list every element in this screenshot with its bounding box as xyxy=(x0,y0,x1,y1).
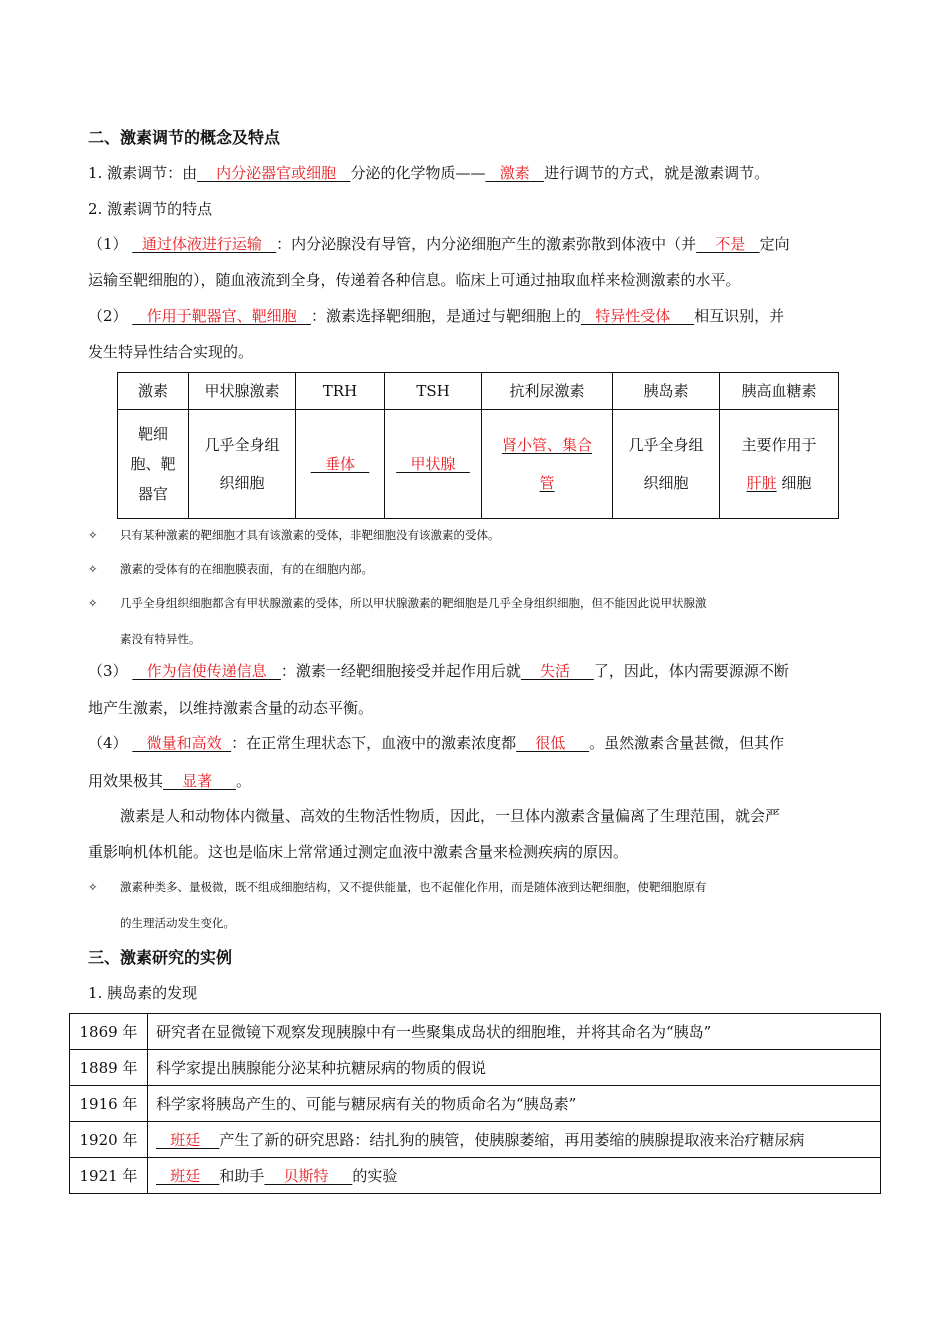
table-row: 1869 年 研究者在显微镜下观察发现胰腺中有一些聚集成岛状的细胞堆，并将其命名为“胰岛” xyxy=(70,1014,881,1050)
table-header: 甲状腺激素 xyxy=(189,373,296,410)
note-5: ✧ 激素种类多、量极微，既不组成细胞结构，又不提供能量，也不起催化作用，而是随体液到达靶细胞，使靶细胞原有 xyxy=(88,880,707,894)
note-5-cont: 的生理活动发生变化。 xyxy=(120,916,235,930)
insulin-title: 1. 胰岛素的发现 xyxy=(88,984,198,1002)
table-cell: 靶细 胞、靶 器官 xyxy=(118,410,189,519)
answer-hormone: 激素 xyxy=(485,164,545,182)
feature-2-cont: 发生特异性结合实现的。 xyxy=(88,343,254,361)
answer-banting: 班廷 xyxy=(156,1167,220,1185)
feature-4: （4） 微量和高效 ：在正常生理状态下，血液中的激素浓度都 很低 。虽然激素含量甚微，但其作 xyxy=(88,734,785,752)
paragraph-line: 重影响机体机能。这也是临床上常常通过测定血液中激素含量来检测疾病的原因。 xyxy=(88,843,629,861)
note-1: ✧ 只有某种激素的靶细胞才具有该激素的受体，非靶细胞没有该激素的受体。 xyxy=(88,528,500,542)
answer-banting: 班廷 xyxy=(156,1131,220,1149)
table-row: 1916 年 科学家将胰岛产生的、可能与糖尿病有关的物质命名为“胰岛素” xyxy=(70,1086,881,1122)
table-header: 胰岛素 xyxy=(613,373,720,410)
hormone-target-table xyxy=(117,372,839,519)
table-cell: 主要作用于 肝脏 细胞 xyxy=(720,410,839,519)
table-header: TSH xyxy=(385,373,482,410)
feature-3-cont: 地产生激素，以维持激素含量的动态平衡。 xyxy=(88,699,374,717)
answer-best: 贝斯特 xyxy=(264,1167,353,1185)
answer-thyroid: 甲状腺 xyxy=(396,455,470,473)
table-row: 1921 年 班廷 和助手 贝斯特 的实验 xyxy=(70,1158,881,1194)
table-cell: 肾小管、集合 管 xyxy=(482,410,613,519)
answer-renal-tubule: 肾小管、集合 xyxy=(501,436,592,454)
answer-body-fluid-transport: 通过体液进行运输 xyxy=(132,235,277,253)
table-cell xyxy=(296,410,385,519)
feature-1-cont: 运输至靶细胞的），随血液流到全身，传递着各种信息。临床上可通过抽取血样来检测激素的水平。 xyxy=(88,271,741,289)
table-cell: 几乎全身组 织细胞 xyxy=(613,410,720,519)
answer-inactivated: 失活 xyxy=(520,662,594,680)
table-header: 抗利尿激素 xyxy=(482,373,613,410)
feature-4-cont: 用效果极其 显著 。 xyxy=(88,772,251,790)
answer-trace-efficient: 微量和高效 xyxy=(132,734,232,752)
answer-liver: 肝脏 xyxy=(746,474,777,492)
note-3-cont: 素没有特异性。 xyxy=(120,632,201,646)
diamond-icon: ✧ xyxy=(88,880,98,894)
insulin-history-table xyxy=(69,1013,881,1194)
section3-heading: 三、激素研究的实例 xyxy=(88,948,233,967)
table-header: 胰高血糖素 xyxy=(720,373,839,410)
note-3: ✧ 几乎全身组织细胞都含有甲状腺激素的受体，所以甲状腺激素的靶细胞是几乎全身组织细胞，但不能因此说甲状腺激 xyxy=(88,596,707,610)
section2-heading: 二、激素调节的概念及特点 xyxy=(88,128,281,147)
diamond-icon: ✧ xyxy=(88,596,98,610)
answer-endocrine-organ: 内分泌器官或细胞 xyxy=(197,164,351,182)
table-cell xyxy=(385,410,482,519)
table-cell: 几乎全身组 织细胞 xyxy=(189,410,296,519)
answer-specific-receptor: 特异性受体 xyxy=(580,307,695,325)
answer-pituitary: 垂体 xyxy=(310,455,370,473)
diamond-icon: ✧ xyxy=(88,528,98,542)
answer-not: 不是 xyxy=(696,235,760,253)
features-title: 2. 激素调节的特点 xyxy=(88,200,213,218)
table-header: 激素 xyxy=(118,373,189,410)
diamond-icon: ✧ xyxy=(88,562,98,576)
note-2: ✧ 激素的受体有的在细胞膜表面，有的在细胞内部。 xyxy=(88,562,373,576)
paragraph-line: 激素是人和动物体内微量、高效的生物活性物质，因此，一旦体内激素含量偏离了生理范围，就会严 xyxy=(120,807,781,825)
definition-line: 1. 激素调节：由 内分泌器官或细胞 分泌的化学物质—— 激素 进行调节的方式，就是激素调节。 xyxy=(88,164,770,182)
answer-significant: 显著 xyxy=(163,772,236,790)
answer-very-low: 很低 xyxy=(516,734,590,752)
feature-2: （2） 作用于靶器官、靶细胞 ：激素选择靶细胞，是通过与靶细胞上的 特异性受体 相互识别，并 xyxy=(88,307,785,325)
table-row: 1920 年 班廷 产生了新的研究思路：结扎狗的胰管，使胰腺萎缩，再用萎缩的胰腺提取液来治疗糖尿病 xyxy=(70,1122,881,1158)
answer-target-organs: 作用于靶器官、靶细胞 xyxy=(132,307,311,325)
feature-3: （3） 作为信使传递信息 ：激素一经靶细胞接受并起作用后就 失活 了，因此，体内需要源源不断 xyxy=(88,662,789,680)
table-header: TRH xyxy=(296,373,385,410)
table-row: 1889 年 科学家提出胰腺能分泌某种抗糖尿病的物质的假说 xyxy=(70,1050,881,1086)
answer-messenger: 作为信使传递信息 xyxy=(132,662,281,680)
feature-1: （1） 通过体液进行运输 ：内分泌腺没有导管，内分泌细胞产生的激素弥散到体液中（并 不是 定向 xyxy=(88,235,790,253)
